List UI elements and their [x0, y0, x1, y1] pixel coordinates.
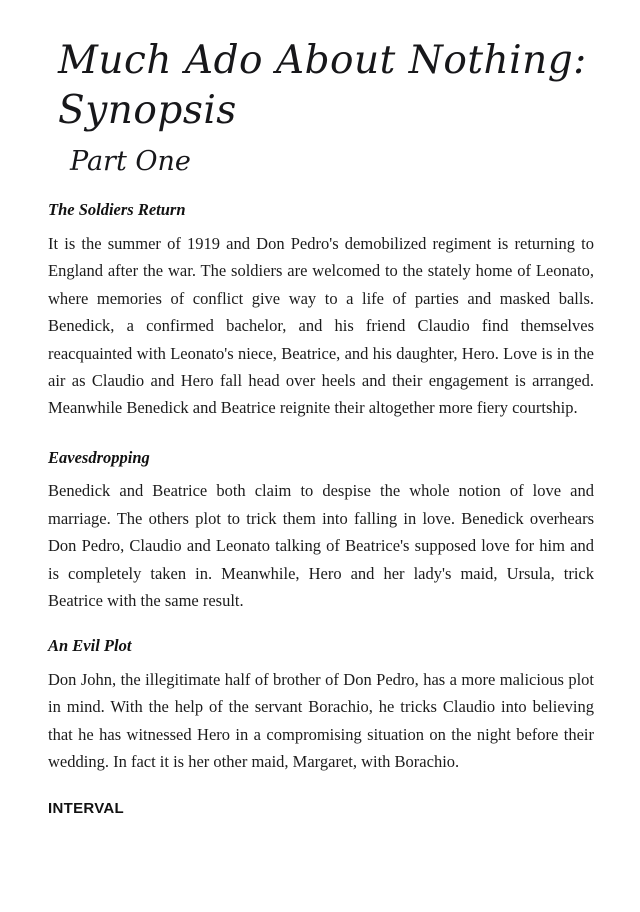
section-body: Benedick and Beatrice both claim to despise the whole notion of love and marriage. The others plot to trick them into falling in love. Benedick overhears Don Pedro, Claudio and Leonato talking of Beatrice's supposed love for him and is completely taken in. Meanwhile, Hero and her lady's maid, Ursula, trick Beatrice with the same result. [48, 481, 594, 610]
interval-label: INTERVAL [48, 799, 125, 817]
section-an-evil-plot [44, 636, 596, 775]
section-body: Don John, the illegitimate half of brother of Don Pedro, has a more malicious plot in mind. With the help of the servant Borachio, he tricks Claudio into believing that he has witnessed Hero in a compromising situation on the night before their wedding. In fact it is her other maid, Margaret, with Borachio. [48, 670, 594, 772]
section-heading: The Soldiers Return [48, 200, 186, 220]
page-title: Much Ado About Nothing: Synopsis [58, 38, 587, 133]
section-body: It is the summer of 1919 and Don Pedro's demobilized regiment is returning to England after the war. The soldiers are welcomed to the stately home of Leonato, where memories of conflict give way to a life of parties and masked balls. Benedick, a confirmed bachelor, and his friend Claudio find themselves reacquainted with Leonato's niece, Beatrice, and his daughter, Hero. Love is in the air as Claudio and Hero fall head over heels and their engagement is arranged. Meanwhile Benedick and Beatrice reignite their altogether more fiery courtship. [48, 234, 594, 418]
part-heading: Part One [70, 145, 191, 177]
section-heading: Eavesdropping [48, 447, 150, 467]
section-heading: An Evil Plot [48, 636, 132, 656]
section-eavesdropping [44, 448, 596, 615]
section-soldiers-return [44, 200, 596, 421]
